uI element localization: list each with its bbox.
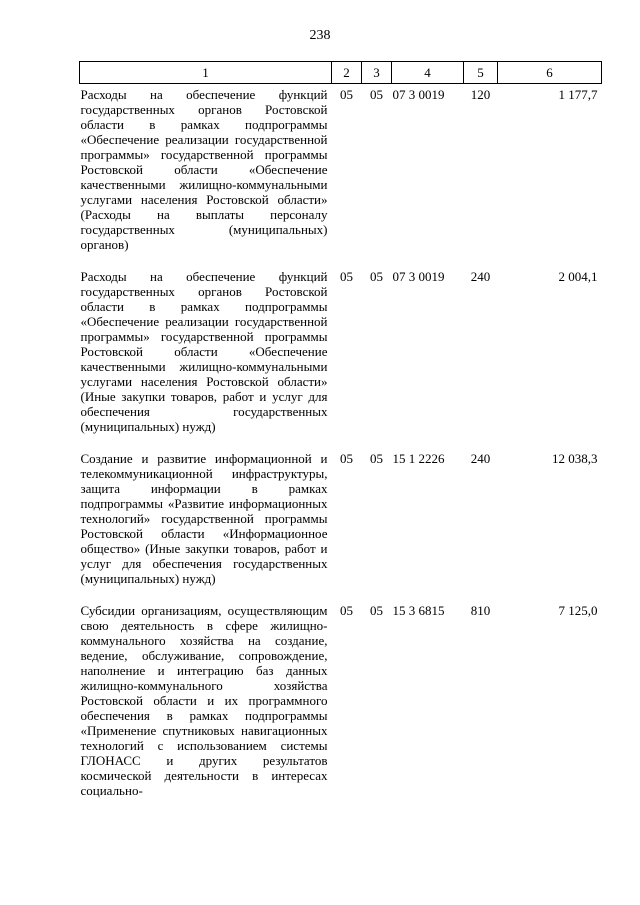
column-header: 5 [464,62,498,84]
column-header: 4 [392,62,464,84]
table-header-row [80,62,602,84]
row-target-article: 15 3 6815 [392,603,445,618]
table-row [80,266,602,448]
column-header: 2 [332,62,362,84]
row-subsection-code: 05 [370,603,383,618]
column-header: 1 [80,62,332,84]
row-amount: 7 125,0 [558,603,598,618]
budget-table [79,61,602,812]
row-description: Субсидии организациям, осуществляющим свою деятельность в сфере жилищно-коммунального хозяйства на создание, ведение, обслуживание, сопровождение, наполнение и интеграцию баз данных жилищно-коммунального хозяйства Ростовской области и их программного обеспечения в рамках подпрограммы «Применение спутниковых навигационных технологий с использованием системы ГЛОНАСС и других результатов космической деятельности в интересах социально- [80,603,328,798]
row-expense-type: 120 [470,87,491,102]
row-expense-type: 240 [470,451,491,466]
row-section-code: 05 [340,603,353,618]
row-amount: 1 177,7 [558,87,598,102]
row-expense-type: 240 [470,269,491,284]
table-row [80,448,602,600]
column-header: 6 [498,62,602,84]
page-number: 238 [309,28,331,43]
row-target-article: 07 3 0019 [392,87,445,102]
row-description: Создание и развитие информационной и телекоммуникационной инфраструктуры, защита информации в рамках подпрограммы «Развитие информационных технологий» государственной программы Ростовской области «Информационное общество» (Иные закупки товаров, работ и услуг для обеспечения государственных (муниципальных) нужд) [80,451,328,586]
row-amount: 12 038,3 [552,451,598,466]
row-target-article: 07 3 0019 [392,269,445,284]
row-subsection-code: 05 [370,451,383,466]
table-row [80,600,602,812]
row-subsection-code: 05 [370,269,383,284]
row-subsection-code: 05 [370,87,383,102]
row-description: Расходы на обеспечение функций государственных органов Ростовской области в рамках подпрограммы «Обеспечение реализации государственной программы» государственной программы Ростовской области «Обеспечение качественными жилищно-коммунальными услугами населения Ростовской области» (Иные закупки товаров, работ и услуг для обеспечения государственных (муниципальных) нужд) [80,269,328,434]
row-section-code: 05 [340,269,353,284]
row-description: Расходы на обеспечение функций государственных органов Ростовской области в рамках подпрограммы «Обеспечение реализации государственной программы» государственной программы Ростовской области «Обеспечение качественными жилищно-коммунальными услугами населения Ростовской области» (Расходы на выплаты персоналу государственных (муниципальных) органов) [80,87,328,252]
column-header: 3 [362,62,392,84]
row-amount: 2 004,1 [558,269,598,284]
row-section-code: 05 [340,87,353,102]
table-row [80,84,602,267]
row-expense-type: 810 [470,603,491,618]
row-target-article: 15 1 2226 [392,451,445,466]
row-section-code: 05 [340,451,353,466]
